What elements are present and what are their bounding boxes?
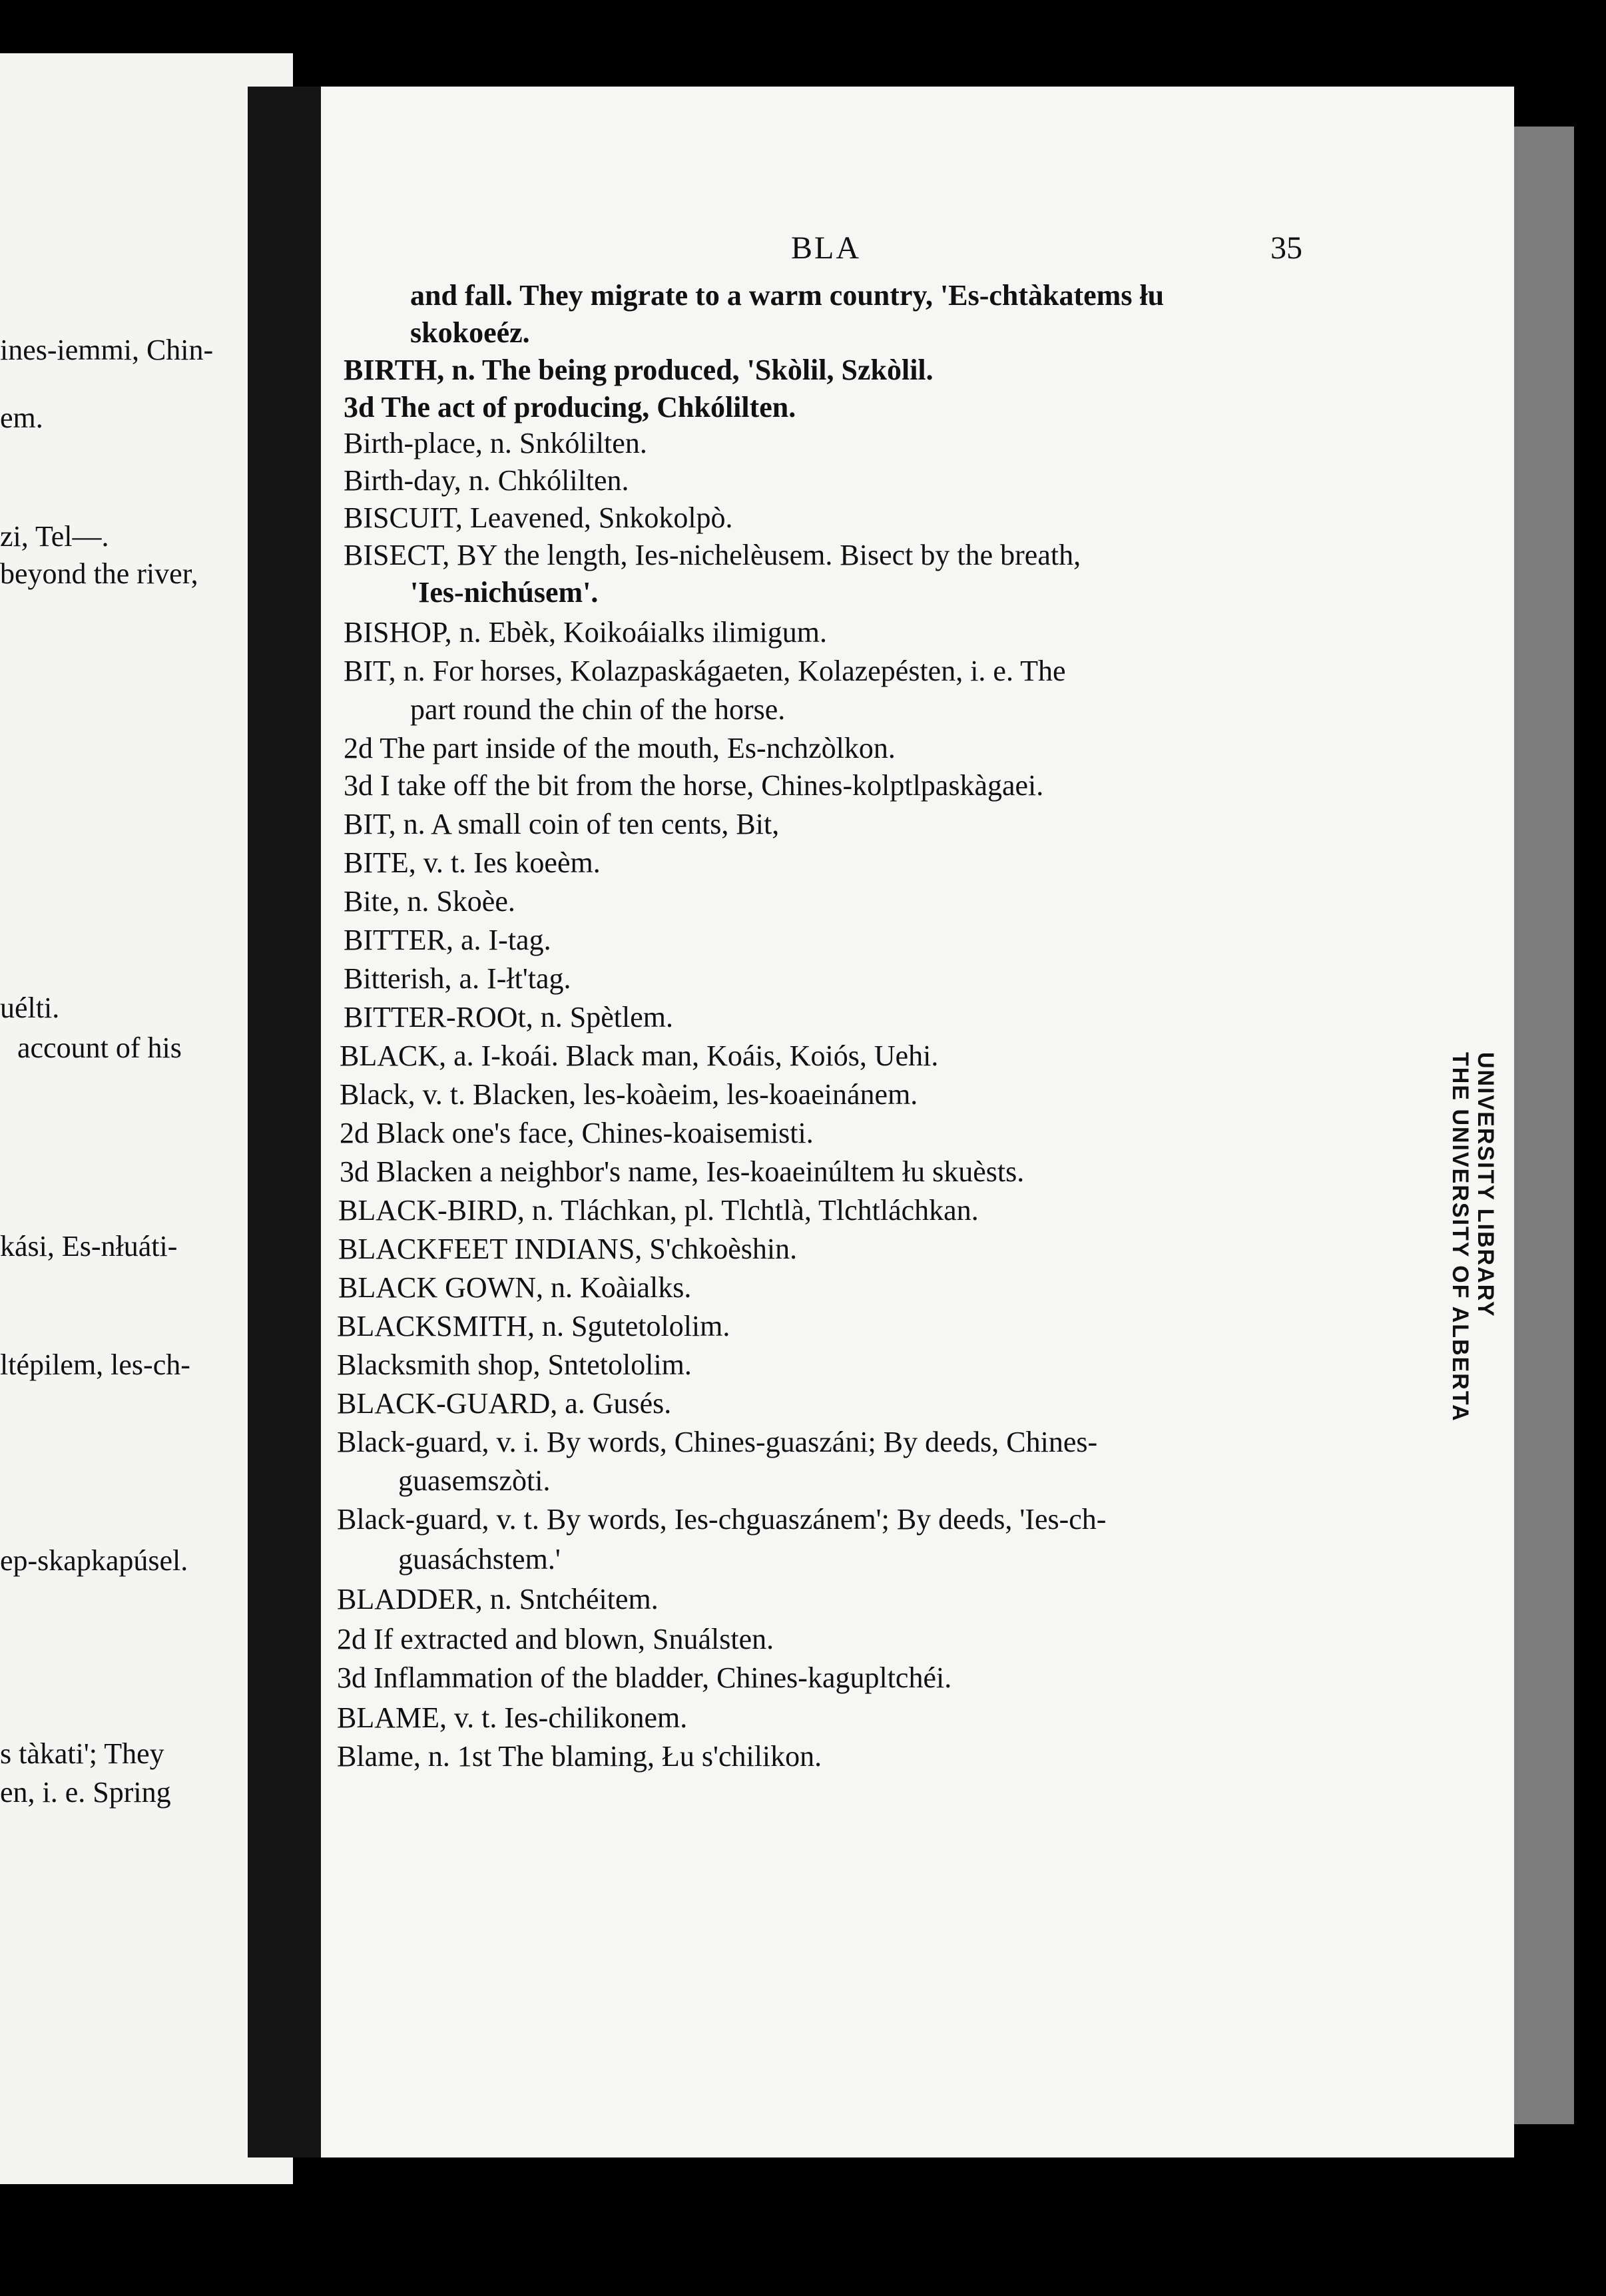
entry-line: BITTER-ROOt, n. Spètlem. — [344, 1001, 673, 1033]
entry-line: BLADDER, n. Sntchéitem. — [337, 1583, 659, 1615]
entry-line: BITE, v. t. Ies koeèm. — [344, 846, 601, 879]
left-fragment: uélti. — [0, 992, 60, 1024]
entry-line: 'Ies-nichúsem'. — [410, 576, 599, 609]
left-fragment: beyond the river, — [0, 557, 198, 590]
entry-line: Black, v. t. Blacken, les-koàeim, les-koaeinánem. — [340, 1078, 918, 1111]
entry-line: BLACKSMITH, n. Sgutetololim. — [337, 1310, 730, 1342]
entry-line: BITTER, a. I-tag. — [344, 924, 551, 956]
entry-line: skokoeéz. — [410, 316, 530, 349]
left-fragment: ltépilem, les-ch- — [0, 1348, 190, 1381]
entry-line: Bitterish, a. I-łt'tag. — [344, 962, 571, 995]
page-number: 35 — [1270, 230, 1302, 266]
entry-line: BISECT, BY the length, Ies-nichelèusem. Bisect by the breath, — [344, 539, 1081, 571]
entry-line: BLACK-BIRD, n. Tláchkan, pl. Tlchtlà, Tlchtláchkan. — [338, 1194, 979, 1227]
left-fragment: s tàkati'; They — [0, 1737, 164, 1770]
left-fragment: ep-skapkapúsel. — [0, 1544, 188, 1577]
left-fragment: ines-iemmi, Chin- — [0, 334, 214, 366]
entry-line: BLAME, v. t. Ies-chilikonem. — [337, 1701, 688, 1734]
left-fragment: en, i. e. Spring — [0, 1776, 171, 1809]
entry-line: and fall. They migrate to a warm country, 'Es-chtàkatems łu — [410, 279, 1165, 312]
left-fragment: zi, Tel—. — [0, 520, 109, 553]
entry-line: Birth-day, n. Chkólilten. — [344, 464, 629, 497]
entry-line: BISHOP, n. Ebèk, Koikoáialks ilimigum. — [344, 616, 827, 649]
left-fragment: em. — [0, 402, 43, 434]
entry-line: BIRTH, n. The being produced, 'Skòlil, Szkòlil. — [344, 354, 934, 386]
library-stamp-line: UNIVERSITY LIBRARY — [1473, 1052, 1498, 1318]
left-fragment: account of his — [17, 1031, 182, 1064]
entry-line: 2d Black one's face, Chines-koaisemisti. — [340, 1117, 814, 1149]
entry-line: BLACK-GUARD, a. Gusés. — [337, 1387, 672, 1420]
entry-line: guasemszòti. — [398, 1464, 551, 1497]
entry-line: part round the chin of the horse. — [410, 693, 786, 726]
entry-line: 2d If extracted and blown, Snuálsten. — [337, 1623, 774, 1655]
entry-line: BLACK, a. I-koái. Black man, Koáis, Koiós, Uehi. — [340, 1039, 939, 1072]
library-stamp-line: THE UNIVERSITY OF ALBERTA — [1448, 1052, 1473, 1422]
running-head: BLA — [791, 230, 861, 266]
page-fore-edge — [1514, 127, 1574, 2124]
entry-line: Bite, n. Skoèe. — [344, 885, 515, 918]
entry-line: 3d I take off the bit from the horse, Chines-kolptlpaskàgaei. — [344, 769, 1044, 802]
entry-line: Black-guard, v. t. By words, Ies-chguaszánem'; By deeds, 'Ies-ch- — [337, 1503, 1107, 1536]
library-stamp — [1448, 1052, 1498, 1422]
entry-line: guasáchstem.' — [398, 1543, 561, 1576]
entry-line: 3d Inflammation of the bladder, Chines-kagupltchéi. — [337, 1661, 952, 1694]
entry-line: BLACKFEET INDIANS, S'chkoèshin. — [338, 1233, 798, 1265]
entry-line: BLACK GOWN, n. Koàialks. — [338, 1271, 692, 1304]
entry-line: Blacksmith shop, Sntetololim. — [337, 1348, 692, 1381]
entry-line: BIT, n. A small coin of ten cents, Bit, — [344, 808, 780, 840]
entry-line: Black-guard, v. i. By words, Chines-guaszáni; By deeds, Chines- — [337, 1426, 1098, 1458]
entry-line: Birth-place, n. Snkólilten. — [344, 427, 647, 459]
book-gutter — [248, 87, 321, 2157]
entry-line: 2d The part inside of the mouth, Es-nchzòlkon. — [344, 732, 896, 764]
entry-line: 3d The act of producing, Chkólilten. — [344, 391, 796, 424]
entry-line: BIT, n. For horses, Kolazpaskágaeten, Kolazepésten, i. e. The — [344, 655, 1066, 687]
entry-line: 3d Blacken a neighbor's name, Ies-koaeinúltem łu skuèsts. — [340, 1155, 1025, 1188]
left-fragment: kási, Es-nłuáti- — [0, 1230, 178, 1263]
entry-line: Blame, n. 1st The blaming, Łu s'chilikon. — [337, 1740, 822, 1773]
entry-line: BISCUIT, Leavened, Snkokolpò. — [344, 501, 733, 534]
